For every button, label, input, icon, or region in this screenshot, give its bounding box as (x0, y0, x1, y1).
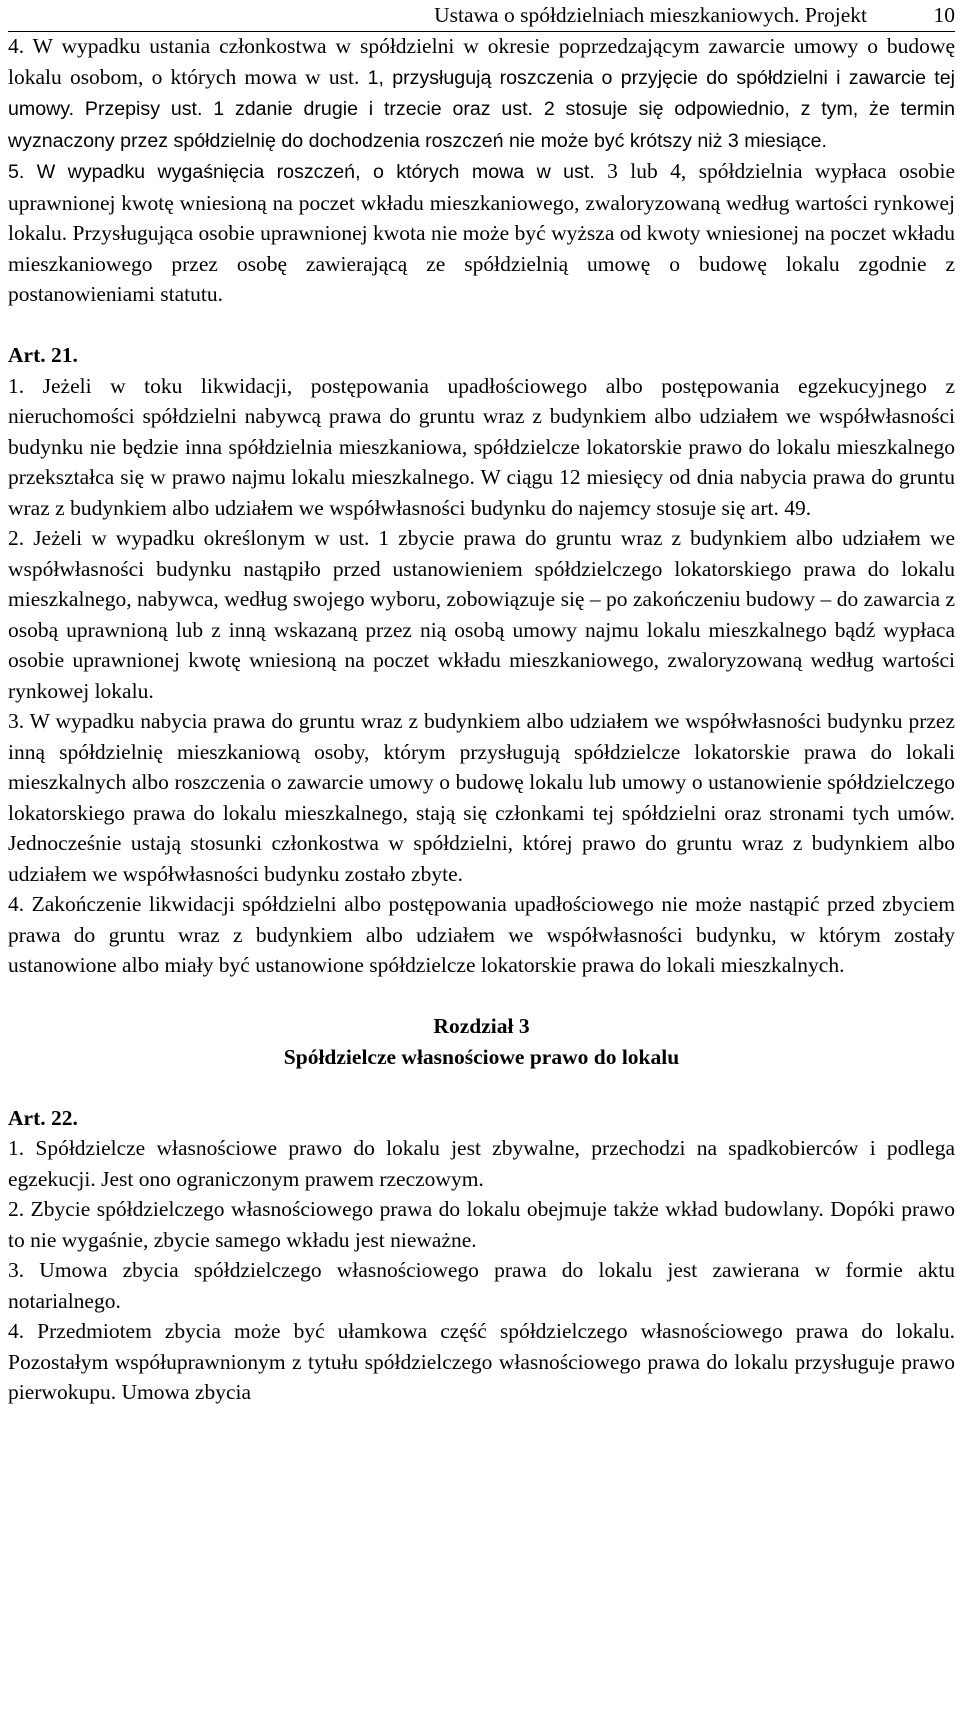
chapter-title: Spółdzielcze własnościowe prawo do lokalu (283, 1044, 680, 1069)
art20-paragraph-4 (8, 31, 955, 156)
art21-heading: Art. 21. (8, 343, 78, 367)
art21-paragraph-2: 2. Jeżeli w wypadku określonym w ust. 1 zbycie prawa do gruntu wraz z budynkiem albo udziałem we współwłasności budynku nastąpiło przed ustanowieniem spółdzielczego lokatorskiego prawa do lokalu mieszkalnego, nabywca, według swojego wyboru, zobowiązuje się – po zakończeniu budowy – do zawarcia z osobą uprawnioną lub z inną wskazaną przez nią osobą umowy najmu lokalu mieszkalnego bądź wypłaca osobie uprawnionej kwotę wniesioną na poczet wkładu mieszkaniowego, zwaloryzowaną według wartości rynkowej lokalu. (8, 526, 955, 703)
art22-paragraph-3: 3. Umowa zbycia spółdzielczego własnościowego prawa do lokalu jest zawierana w formie aktu notarialnego. (8, 1258, 955, 1313)
chapter-number: Rozdział 3 (433, 1014, 530, 1038)
art20-p5-text-b: 3 lub 4, spółdzielnia wypłaca osobie uprawnionej kwotę wniesioną na poczet wkładu mieszkaniowego, zwaloryzowaną według wartości rynkowej lokalu. Przysługująca osobie uprawnionej kwota nie może być wyższa od kwoty wniesionej na poczet wkładu mieszkaniowego przez osobę zawierającą ze spółdzielnią umowę o budowę lokalu zgodnie z postanowieniami statutu. (8, 159, 955, 306)
art22-paragraph-2: 2. Zbycie spółdzielczego własnościowego prawa do lokalu obejmuje także wkład budowlany. Dopóki prawo to nie wygaśnie, zbycie samego wkładu jest nieważne. (8, 1197, 955, 1252)
art20-p4-text-a: 4. W wypadku ustania członkostwa w spółdzielni w okresie poprzedzającym zawarcie umowy o budowę lokalu osobom, o których mowa w ust. (8, 34, 955, 89)
art21-paragraph-1: 1. Jeżeli w toku likwidacji, postępowania upadłościowego albo postępowania egzekucyjnego z nieruchomości spółdzielni nabywcą prawa do gruntu wraz z budynkiem albo udziałem we współwłasności budynku nie będzie inna spółdzielnia mieszkaniowa, spółdzielcze lokatorskie prawo do lokalu mieszkalnego przekształca się w prawo najmu lokalu mieszkalnego. W ciągu 12 miesięcy od dnia nabycia prawa do gruntu wraz z budynkiem albo udziałem we współwłasności budynku do najemcy stosuje się art. 49. (8, 373, 955, 520)
art20-p5-text-a: 5. W wypadku wygaśnięcia roszczeń, o których mowa w ust. (8, 161, 595, 183)
art22-paragraph-1: 1. Spółdzielcze własnościowe prawo do lokalu jest zbywalne, przechodzi na spadkobierców i podlega egzekucji. Jest ono ograniczonym prawem rzeczowym. (8, 1136, 955, 1191)
document-page (8, 0, 955, 1408)
document-body (8, 31, 955, 1408)
art22-heading: Art. 22. (8, 1105, 78, 1130)
art21-paragraph-4: 4. Zakończenie likwidacji spółdzielni albo postępowania upadłościowego nie może nastąpić przed zbyciem prawa do gruntu wraz z budynkiem albo udziałem we współwłasności budynku, w którym zostały ustanowione albo miały być ustanowione spółdzielcze lokatorskie prawa do lokali mieszkalnych. (8, 892, 955, 977)
page-number: 10 (933, 3, 955, 27)
page-header (8, 0, 955, 30)
header-title: Ustawa o spółdzielniach mieszkaniowych. Projekt (434, 3, 867, 27)
art20-paragraph-5 (8, 156, 955, 310)
spacer (8, 310, 955, 341)
art22-paragraph-4: 4. Przedmiotem zbycia może być ułamkowa część spółdzielczego własnościowego prawa do lokalu. Pozostałym współuprawnionym z tytułu spółdzielczego własnościowego prawa do lokalu przysługuje prawo pierwokupu. Umowa zbycia (8, 1319, 955, 1404)
art20-p4-text-b: 1, przysługują roszczenia o przyjęcie do spółdzielni i zawarcie tej umowy. Przepisy ust. 1 zdanie drugie i trzecie oraz ust. 2 stosuje się odpowiednio, z tym, że termin wyznaczony przez spółdzielnię do dochodzenia roszczeń nie może być krótszy niż 3 miesiące. (8, 66, 955, 152)
spacer (8, 1072, 955, 1103)
header-rule (8, 31, 955, 32)
spacer (8, 981, 955, 1012)
art21-paragraph-3: 3. W wypadku nabycia prawa do gruntu wraz z budynkiem albo udziałem we współwłasności budynku przez inną spółdzielnię mieszkaniową osoby, którym przysługują spółdzielcze lokatorskie prawa do lokali mieszkalnych albo roszczenia o zawarcie umowy o budowę lokalu lub umowy o ustanowienie spółdzielczego lokatorskiego prawa do lokalu mieszkalnego, stają się członkami tej spółdzielni oraz stronami tych umów. Jednocześnie ustają stosunki członkostwa w spółdzielni, której prawo do gruntu wraz z budynkiem albo udziałem we współwłasności budynku zostało zbyte. (8, 709, 955, 886)
